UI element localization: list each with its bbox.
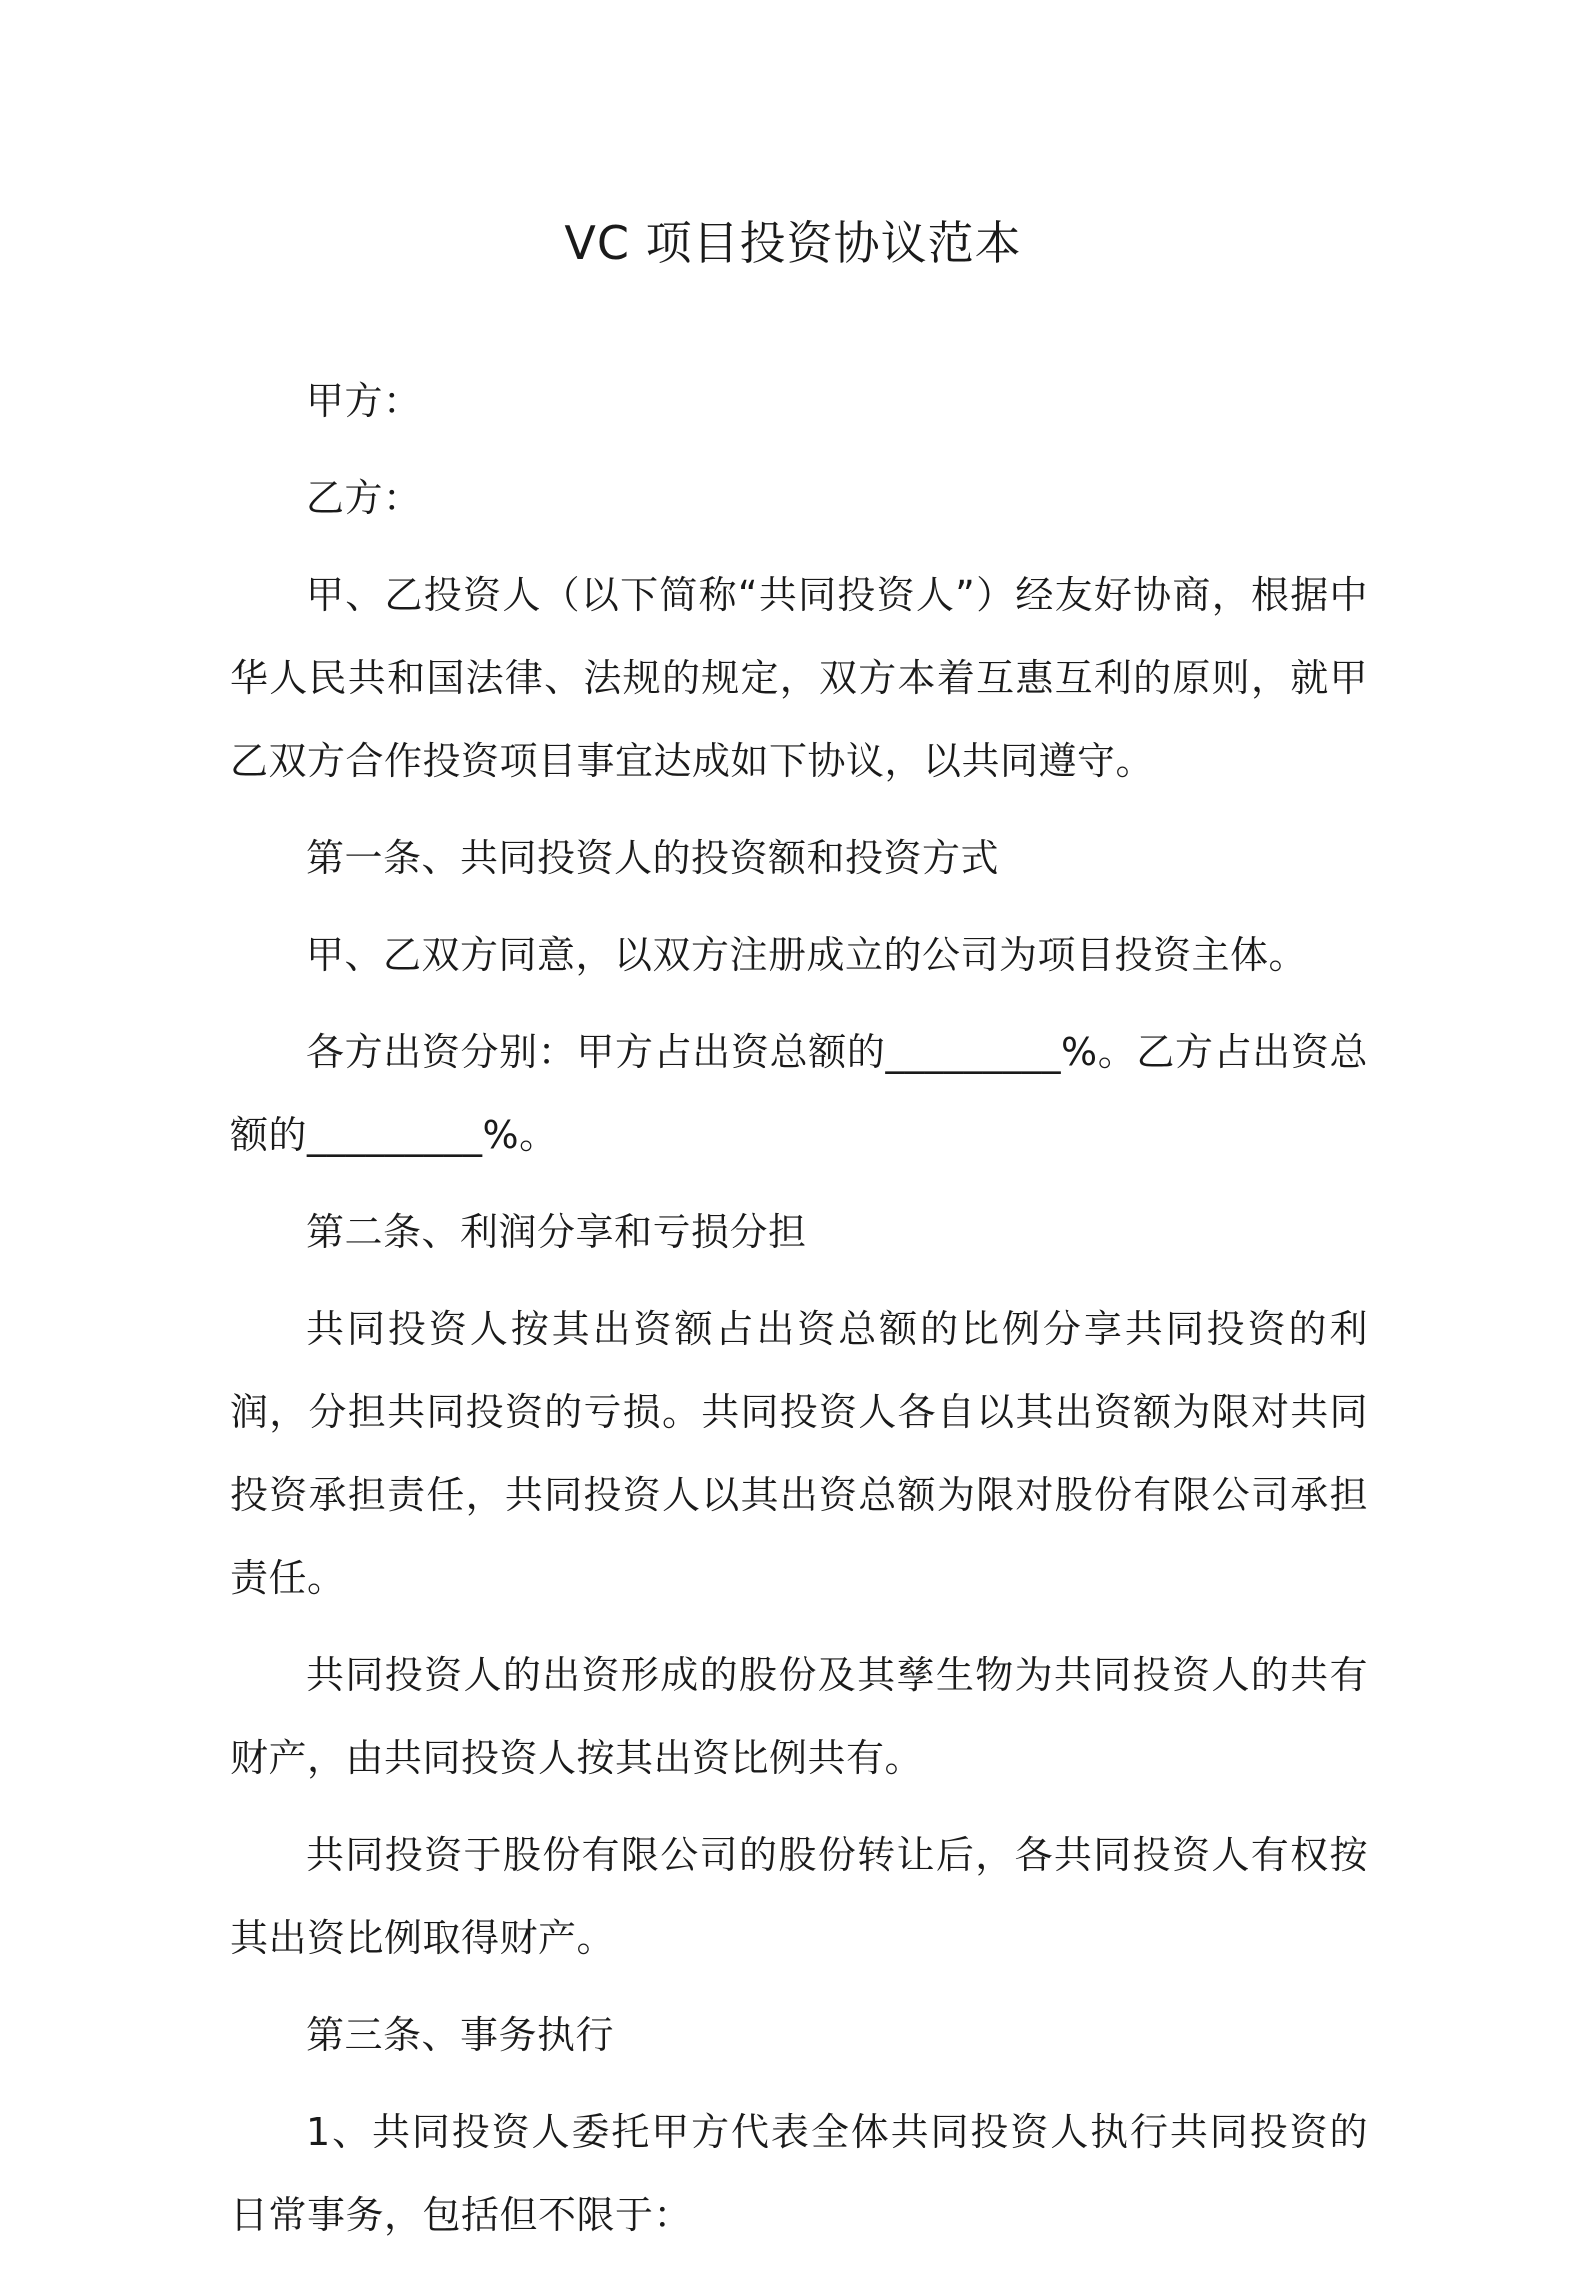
article-2-paragraph-1: 共同投资人按其出资额占出资总额的比例分享共同投资的利润，分担共同投资的亏损。共同投资人各自以其出资额为限对共同投资承担责任，共同投资人以其出资总额为限对股份有限公司承担责任。	[230, 1307, 1368, 1600]
party-a-line: 甲方：	[306, 379, 422, 423]
article-3-paragraph-1: 1、共同投资人委托甲方代表全体共同投资人执行共同投资的日常事务，包括但不限于：	[230, 2110, 1368, 2237]
article-1-paragraph-2: 各方出资分别：甲方占出资总额的_________%。乙方占出资总额的_________%。	[230, 1030, 1368, 1157]
party-b-line: 乙方：	[306, 476, 422, 520]
document-body	[230, 360, 1368, 2271]
preamble-paragraph: 甲、乙投资人（以下简称“共同投资人”）经友好协商，根据中华人民共和国法律、法规的规定，双方本着互惠互利的原则，就甲乙双方合作投资项目事宜达成如下协议，以共同遵守。	[230, 573, 1368, 783]
article-1-heading: 第一条、共同投资人的投资额和投资方式	[306, 836, 1000, 880]
article-2-paragraph-3: 共同投资于股份有限公司的股份转让后，各共同投资人有权按其出资比例取得财产。	[230, 1833, 1368, 1960]
article-3-heading: 第三条、事务执行	[306, 2013, 615, 2057]
document-title: VC 项目投资协议范本	[564, 216, 1022, 270]
article-2-heading: 第二条、利润分享和亏损分担	[306, 1210, 807, 1254]
article-1-paragraph-1: 甲、乙双方同意，以双方注册成立的公司为项目投资主体。	[306, 933, 1308, 977]
article-2-paragraph-2: 共同投资人的出资形成的股份及其孳生物为共同投资人的共有财产，由共同投资人按其出资比例共有。	[230, 1653, 1368, 1780]
